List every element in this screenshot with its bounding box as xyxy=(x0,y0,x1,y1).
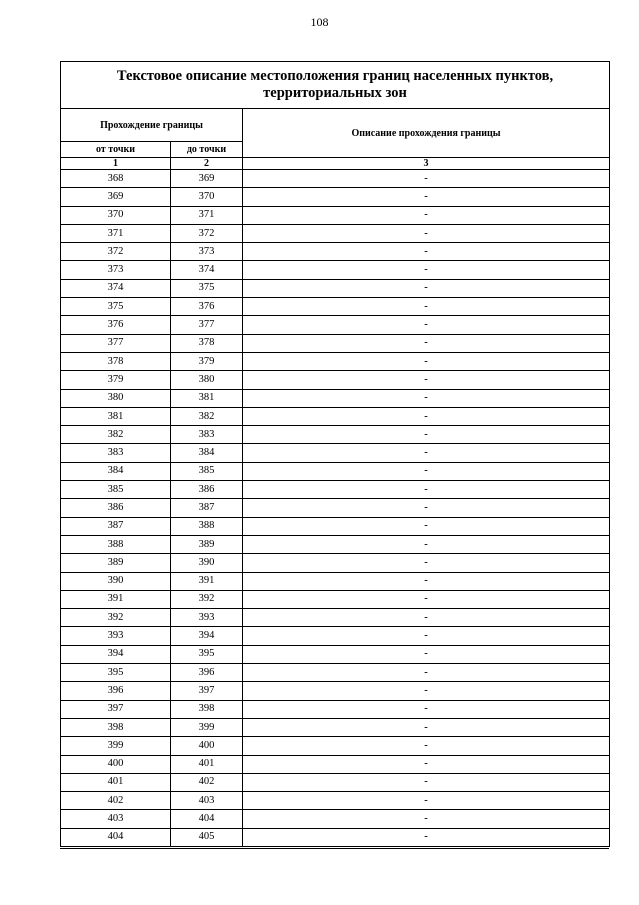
cell-to-point: 378 xyxy=(171,334,243,352)
page-bottom-rule xyxy=(60,848,609,849)
table-row xyxy=(61,407,610,425)
cell-from-point: 381 xyxy=(61,407,171,425)
cell-description: - xyxy=(243,737,610,755)
table-row xyxy=(61,700,610,718)
column-header-to: до точки xyxy=(171,142,243,158)
cell-from-point: 391 xyxy=(61,590,171,608)
table-row xyxy=(61,316,610,334)
cell-from-point: 384 xyxy=(61,462,171,480)
cell-from-point: 368 xyxy=(61,170,171,188)
boundary-table xyxy=(60,61,610,847)
cell-description: - xyxy=(243,590,610,608)
cell-from-point: 372 xyxy=(61,243,171,261)
table-row xyxy=(61,755,610,773)
cell-from-point: 399 xyxy=(61,737,171,755)
cell-from-point: 402 xyxy=(61,792,171,810)
cell-description: - xyxy=(243,371,610,389)
cell-to-point: 396 xyxy=(171,664,243,682)
cell-description: - xyxy=(243,481,610,499)
table-row xyxy=(61,481,610,499)
cell-description: - xyxy=(243,407,610,425)
cell-description: - xyxy=(243,352,610,370)
cell-to-point: 379 xyxy=(171,352,243,370)
cell-from-point: 388 xyxy=(61,535,171,553)
cell-to-point: 372 xyxy=(171,224,243,242)
table-title xyxy=(61,62,610,109)
cell-to-point: 376 xyxy=(171,298,243,316)
cell-description: - xyxy=(243,517,610,535)
cell-from-point: 393 xyxy=(61,627,171,645)
cell-to-point: 374 xyxy=(171,261,243,279)
cell-description: - xyxy=(243,499,610,517)
cell-from-point: 386 xyxy=(61,499,171,517)
cell-description: - xyxy=(243,261,610,279)
cell-from-point: 395 xyxy=(61,664,171,682)
table-row xyxy=(61,298,610,316)
cell-description: - xyxy=(243,627,610,645)
cell-description: - xyxy=(243,682,610,700)
table-title-line-2: территориальных зон xyxy=(263,85,407,101)
table-row xyxy=(61,517,610,535)
table-row xyxy=(61,334,610,352)
cell-description: - xyxy=(243,773,610,791)
cell-to-point: 400 xyxy=(171,737,243,755)
table-row xyxy=(61,170,610,188)
cell-description: - xyxy=(243,755,610,773)
cell-from-point: 403 xyxy=(61,810,171,828)
table-row xyxy=(61,389,610,407)
column-number-description: 3 xyxy=(243,158,610,170)
cell-from-point: 374 xyxy=(61,279,171,297)
cell-from-point: 385 xyxy=(61,481,171,499)
page-number: 108 xyxy=(310,15,329,29)
cell-to-point: 399 xyxy=(171,718,243,736)
cell-description: - xyxy=(243,170,610,188)
table-row xyxy=(61,261,610,279)
cell-to-point: 390 xyxy=(171,554,243,572)
table-row xyxy=(61,462,610,480)
cell-from-point: 400 xyxy=(61,755,171,773)
table-row xyxy=(61,609,610,627)
table-row xyxy=(61,572,610,590)
cell-to-point: 385 xyxy=(171,462,243,480)
cell-from-point: 378 xyxy=(61,352,171,370)
cell-to-point: 369 xyxy=(171,170,243,188)
cell-description: - xyxy=(243,810,610,828)
cell-to-point: 404 xyxy=(171,810,243,828)
cell-description: - xyxy=(243,298,610,316)
cell-to-point: 389 xyxy=(171,535,243,553)
cell-to-point: 386 xyxy=(171,481,243,499)
table-row xyxy=(61,718,610,736)
cell-description: - xyxy=(243,316,610,334)
cell-to-point: 383 xyxy=(171,426,243,444)
boundary-table-container xyxy=(60,61,609,847)
cell-from-point: 404 xyxy=(61,828,171,846)
cell-description: - xyxy=(243,718,610,736)
cell-to-point: 381 xyxy=(171,389,243,407)
column-header-description: Описание прохождения границы xyxy=(243,109,610,158)
cell-to-point: 403 xyxy=(171,792,243,810)
cell-from-point: 398 xyxy=(61,718,171,736)
cell-from-point: 369 xyxy=(61,188,171,206)
table-row xyxy=(61,627,610,645)
cell-from-point: 389 xyxy=(61,554,171,572)
cell-description: - xyxy=(243,535,610,553)
cell-to-point: 371 xyxy=(171,206,243,224)
cell-from-point: 371 xyxy=(61,224,171,242)
cell-to-point: 392 xyxy=(171,590,243,608)
cell-to-point: 405 xyxy=(171,828,243,846)
cell-to-point: 382 xyxy=(171,407,243,425)
cell-from-point: 394 xyxy=(61,645,171,663)
table-row xyxy=(61,426,610,444)
cell-to-point: 395 xyxy=(171,645,243,663)
cell-to-point: 397 xyxy=(171,682,243,700)
cell-to-point: 380 xyxy=(171,371,243,389)
column-number-to: 2 xyxy=(171,158,243,170)
table-row xyxy=(61,773,610,791)
cell-description: - xyxy=(243,426,610,444)
cell-to-point: 401 xyxy=(171,755,243,773)
cell-from-point: 376 xyxy=(61,316,171,334)
cell-from-point: 373 xyxy=(61,261,171,279)
table-row xyxy=(61,645,610,663)
cell-to-point: 394 xyxy=(171,627,243,645)
group-header: Прохождение границы xyxy=(61,109,243,142)
table-body xyxy=(61,170,610,847)
table-row xyxy=(61,554,610,572)
cell-from-point: 401 xyxy=(61,773,171,791)
cell-to-point: 388 xyxy=(171,517,243,535)
table-row xyxy=(61,828,610,846)
cell-to-point: 384 xyxy=(171,444,243,462)
cell-from-point: 379 xyxy=(61,371,171,389)
cell-to-point: 373 xyxy=(171,243,243,261)
column-number-from: 1 xyxy=(61,158,171,170)
table-title-line-1: Текстовое описание местоположения границ населенных пунктов, xyxy=(116,68,554,84)
cell-description: - xyxy=(243,792,610,810)
cell-description: - xyxy=(243,224,610,242)
cell-from-point: 375 xyxy=(61,298,171,316)
cell-from-point: 396 xyxy=(61,682,171,700)
cell-from-point: 397 xyxy=(61,700,171,718)
table-row xyxy=(61,206,610,224)
cell-description: - xyxy=(243,206,610,224)
table-row xyxy=(61,499,610,517)
cell-description: - xyxy=(243,828,610,846)
cell-description: - xyxy=(243,700,610,718)
column-header-from: от точки xyxy=(61,142,171,158)
table-row xyxy=(61,243,610,261)
cell-from-point: 377 xyxy=(61,334,171,352)
cell-from-point: 387 xyxy=(61,517,171,535)
cell-to-point: 391 xyxy=(171,572,243,590)
cell-description: - xyxy=(243,389,610,407)
table-row xyxy=(61,810,610,828)
table-row xyxy=(61,737,610,755)
cell-description: - xyxy=(243,572,610,590)
cell-description: - xyxy=(243,243,610,261)
cell-description: - xyxy=(243,645,610,663)
cell-description: - xyxy=(243,444,610,462)
table-row xyxy=(61,590,610,608)
cell-description: - xyxy=(243,609,610,627)
cell-to-point: 370 xyxy=(171,188,243,206)
table-row xyxy=(61,444,610,462)
cell-from-point: 390 xyxy=(61,572,171,590)
table-row xyxy=(61,352,610,370)
table-row xyxy=(61,682,610,700)
cell-description: - xyxy=(243,279,610,297)
cell-to-point: 375 xyxy=(171,279,243,297)
cell-to-point: 402 xyxy=(171,773,243,791)
cell-description: - xyxy=(243,334,610,352)
cell-from-point: 392 xyxy=(61,609,171,627)
cell-description: - xyxy=(243,462,610,480)
cell-description: - xyxy=(243,188,610,206)
table-row xyxy=(61,224,610,242)
table-row xyxy=(61,279,610,297)
cell-to-point: 387 xyxy=(171,499,243,517)
table-row xyxy=(61,535,610,553)
cell-from-point: 380 xyxy=(61,389,171,407)
cell-from-point: 382 xyxy=(61,426,171,444)
cell-description: - xyxy=(243,554,610,572)
cell-to-point: 398 xyxy=(171,700,243,718)
cell-to-point: 377 xyxy=(171,316,243,334)
table-row xyxy=(61,371,610,389)
table-row xyxy=(61,188,610,206)
cell-from-point: 370 xyxy=(61,206,171,224)
cell-to-point: 393 xyxy=(171,609,243,627)
table-row xyxy=(61,664,610,682)
cell-from-point: 383 xyxy=(61,444,171,462)
table-row xyxy=(61,792,610,810)
cell-description: - xyxy=(243,664,610,682)
